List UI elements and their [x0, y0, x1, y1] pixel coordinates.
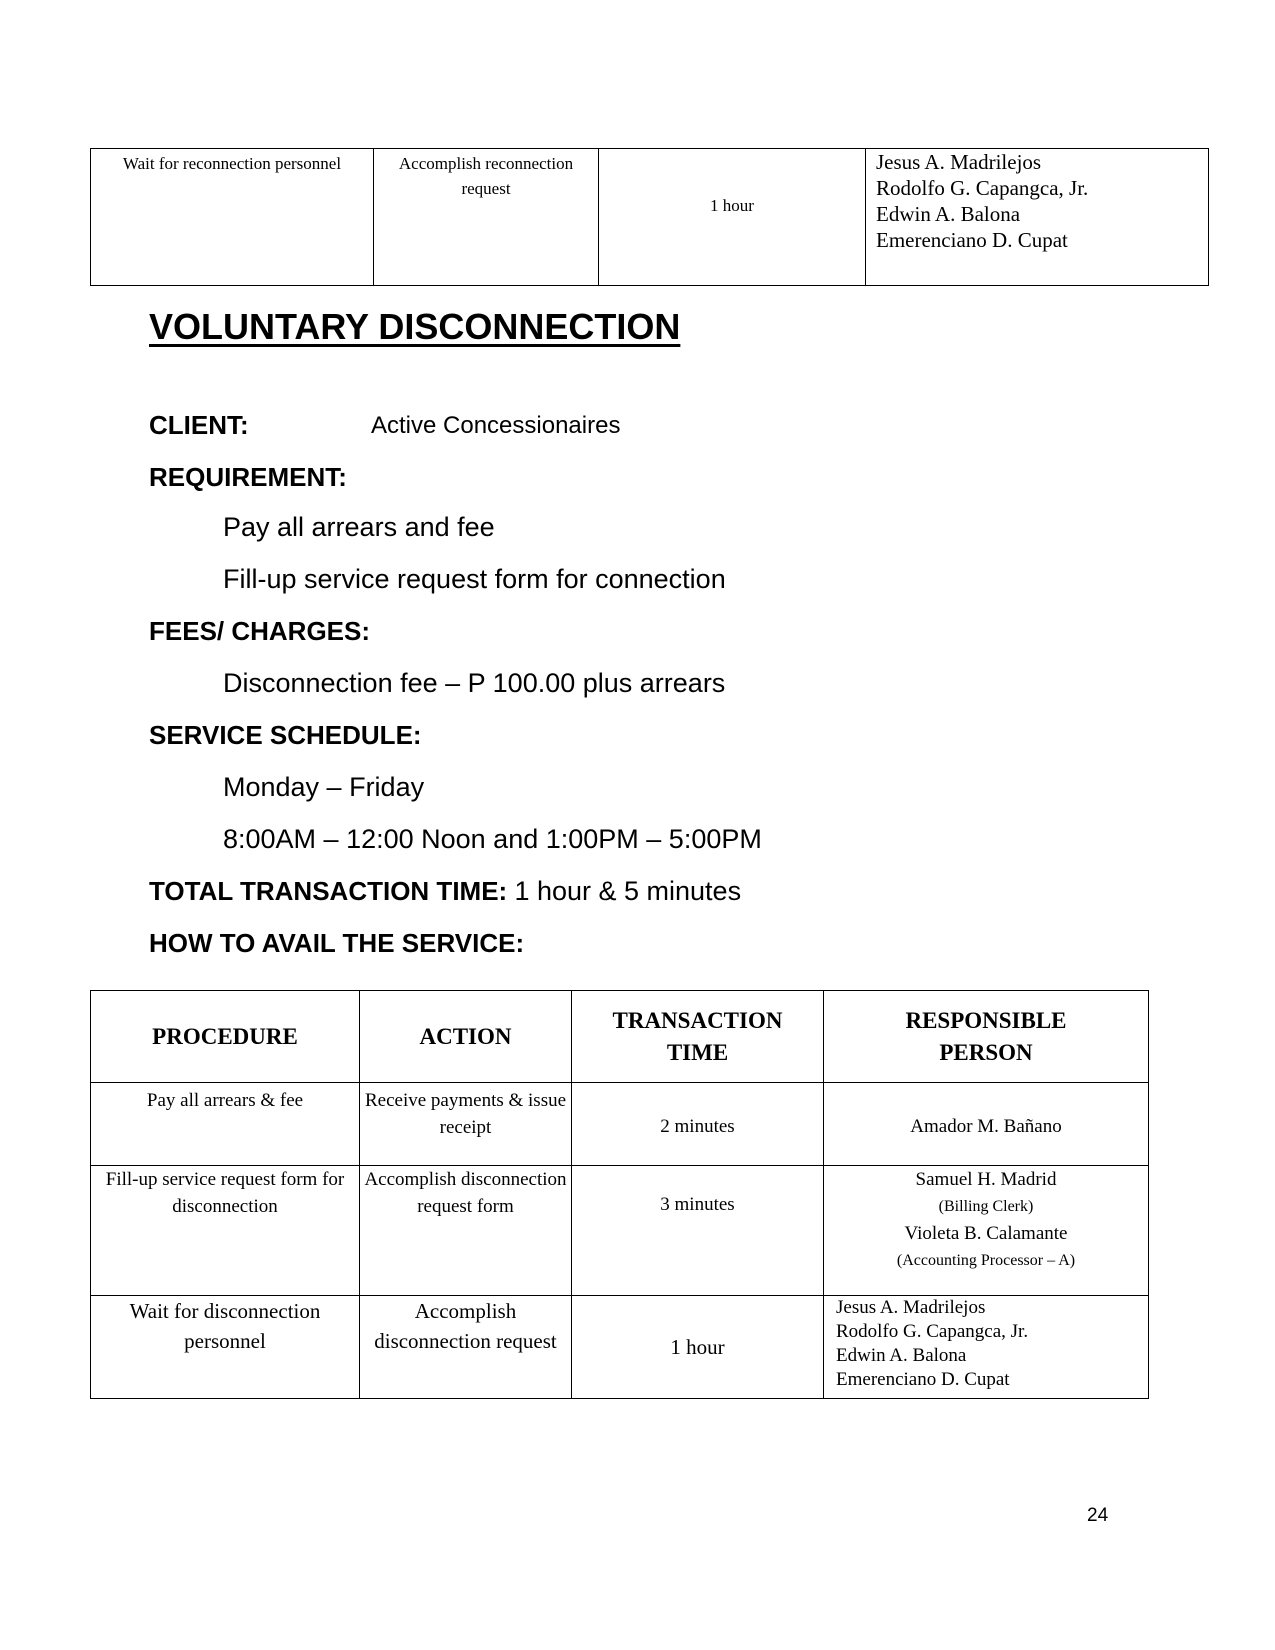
total-time-label: TOTAL TRANSACTION TIME:: [149, 876, 508, 906]
table-header-row: [91, 991, 1149, 1083]
schedule-hours: 8:00AM – 12:00 Noon and 1:00PM – 5:00PM: [223, 824, 762, 854]
header-transaction-time-line: TRANSACTION: [612, 1007, 783, 1033]
header-responsible-person: [824, 991, 1149, 1083]
person-role: (Accounting Processor – A): [896, 1252, 1076, 1269]
person-name: Edwin A. Balona: [876, 202, 1021, 226]
header-procedure: PROCEDURE: [91, 991, 360, 1083]
header-transaction-time-line: TIME: [666, 1039, 729, 1065]
action-cell: Accomplish disconnection request form: [360, 1166, 572, 1296]
section-title: VOLUNTARY DISCONNECTION: [149, 306, 681, 347]
header-transaction-time: [572, 991, 824, 1083]
person-name: Emerenciano D. Cupat: [876, 228, 1068, 252]
person-name: Rodolfo G. Capangca, Jr.: [876, 176, 1089, 200]
reconnection-table-continuation: [90, 148, 1209, 286]
person-name: Samuel H. Madrid: [915, 1169, 1057, 1190]
responsible-person-cell: [824, 1296, 1149, 1399]
action-cell: Receive payments & issue receipt: [360, 1083, 572, 1166]
requirement-item: Pay all arrears and fee: [223, 512, 495, 542]
header-responsible-person-line: RESPONSIBLE: [905, 1007, 1067, 1033]
schedule-label: SERVICE SCHEDULE:: [149, 720, 422, 750]
requirement-item: Fill-up service request form for connection: [223, 564, 726, 594]
client-label: CLIENT:: [149, 410, 249, 440]
table-row: [91, 1296, 1149, 1399]
procedure-table: [90, 990, 1149, 1399]
procedure-cell: Wait for disconnection personnel: [91, 1296, 360, 1399]
time-cell: 2 minutes: [572, 1083, 824, 1166]
total-time-value: 1 hour & 5 minutes: [514, 876, 742, 906]
time-cell: 1 hour: [599, 149, 866, 286]
person-name: Violeta B. Calamante: [904, 1223, 1068, 1244]
fee-item: Disconnection fee – P 100.00 plus arrears: [223, 668, 726, 698]
how-to-label: HOW TO AVAIL THE SERVICE:: [149, 928, 525, 958]
fees-label: FEES/ CHARGES:: [149, 616, 371, 646]
responsible-person-cell: [866, 149, 1209, 286]
header-action: ACTION: [360, 991, 572, 1083]
procedure-cell: Wait for reconnection personnel: [91, 149, 374, 286]
person-role: (Billing Clerk): [938, 1198, 1034, 1215]
client-value: Active Concessionaires: [371, 412, 621, 439]
table-row: [91, 1083, 1149, 1166]
person-name: Jesus A. Madrilejos: [836, 1297, 986, 1318]
procedure-cell: Fill-up service request form for disconnection: [91, 1166, 360, 1296]
requirement-label: REQUIREMENT:: [149, 462, 347, 492]
total-time-line: [149, 876, 741, 907]
table-row: [91, 1166, 1149, 1296]
schedule-days: Monday – Friday: [223, 772, 425, 802]
time-cell: 1 hour: [572, 1296, 824, 1399]
action-cell: Accomplish reconnection request: [374, 149, 599, 286]
time-cell: 3 minutes: [572, 1166, 824, 1296]
person-name: Rodolfo G. Capangca, Jr.: [836, 1321, 1029, 1342]
action-cell: Accomplish disconnection request: [360, 1296, 572, 1399]
table-row: [91, 149, 1209, 286]
page-number: 24: [1087, 1505, 1109, 1526]
person-name: Jesus A. Madrilejos: [876, 150, 1042, 174]
person-name: Emerenciano D. Cupat: [836, 1369, 1010, 1390]
person-name: Edwin A. Balona: [836, 1345, 967, 1366]
responsible-person-cell: Amador M. Bañano: [824, 1083, 1149, 1166]
procedure-cell: Pay all arrears & fee: [91, 1083, 360, 1166]
responsible-person-cell: [824, 1166, 1149, 1296]
header-responsible-person-line: PERSON: [939, 1039, 1033, 1065]
